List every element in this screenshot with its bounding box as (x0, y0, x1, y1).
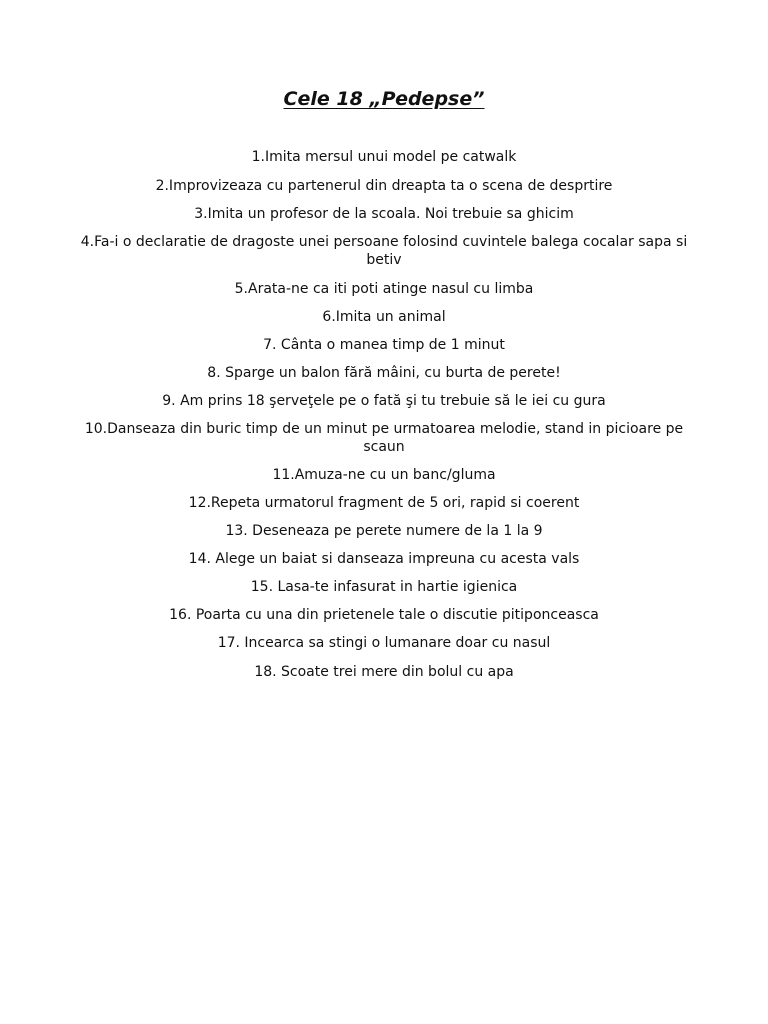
list-item: 15. Lasa-te infasurat in hartie igienica (250, 579, 518, 595)
list-item: 18. Scoate trei mere din bolul cu apa (254, 664, 514, 680)
list-item: 4.Fa-i o declaratie de dragoste unei persoane folosind cuvintele balega cocalar sapa si betiv (80, 234, 688, 268)
list-item: 12.Repeta urmatorul fragment de 5 ori, rapid si coerent (188, 495, 580, 511)
list-item: 9. Am prins 18 şerveţele pe o fată şi tu trebuie să le iei cu gura (162, 393, 606, 409)
list-item: 1.Imita mersul unui model pe catwalk (251, 149, 517, 165)
list-item: 10.Danseaza din buric timp de un minut pe urmatoarea melodie, stand in picioare pe scaun (84, 421, 684, 455)
list-item: 11.Amuza-ne cu un banc/gluma (272, 467, 496, 483)
list-item: 17. Incearca sa stingi o lumanare doar cu nasul (217, 635, 551, 651)
list-item: 2.Improvizeaza cu partenerul din dreapta ta o scena de desprtire (155, 178, 613, 194)
list-item: 13. Deseneaza pe perete numere de la 1 la 9 (225, 523, 543, 539)
list-item: 8. Sparge un balon fără mâini, cu burta de perete! (207, 365, 561, 381)
list-item: 3.Imita un profesor de la scoala. Noi trebuie sa ghicim (194, 206, 574, 222)
list-item: 6.Imita un animal (322, 309, 446, 325)
list-item: 7. Cânta o manea timp de 1 minut (263, 337, 505, 353)
document-title: Cele 18 „Pedepse” (283, 88, 485, 110)
list-item: 5.Arata-ne ca iti poti atinge nasul cu limba (234, 281, 534, 297)
list-item: 14. Alege un baiat si danseaza impreuna cu acesta vals (188, 551, 580, 567)
list-item: 16. Poarta cu una din prietenele tale o discutie pitiponceasca (169, 607, 599, 623)
